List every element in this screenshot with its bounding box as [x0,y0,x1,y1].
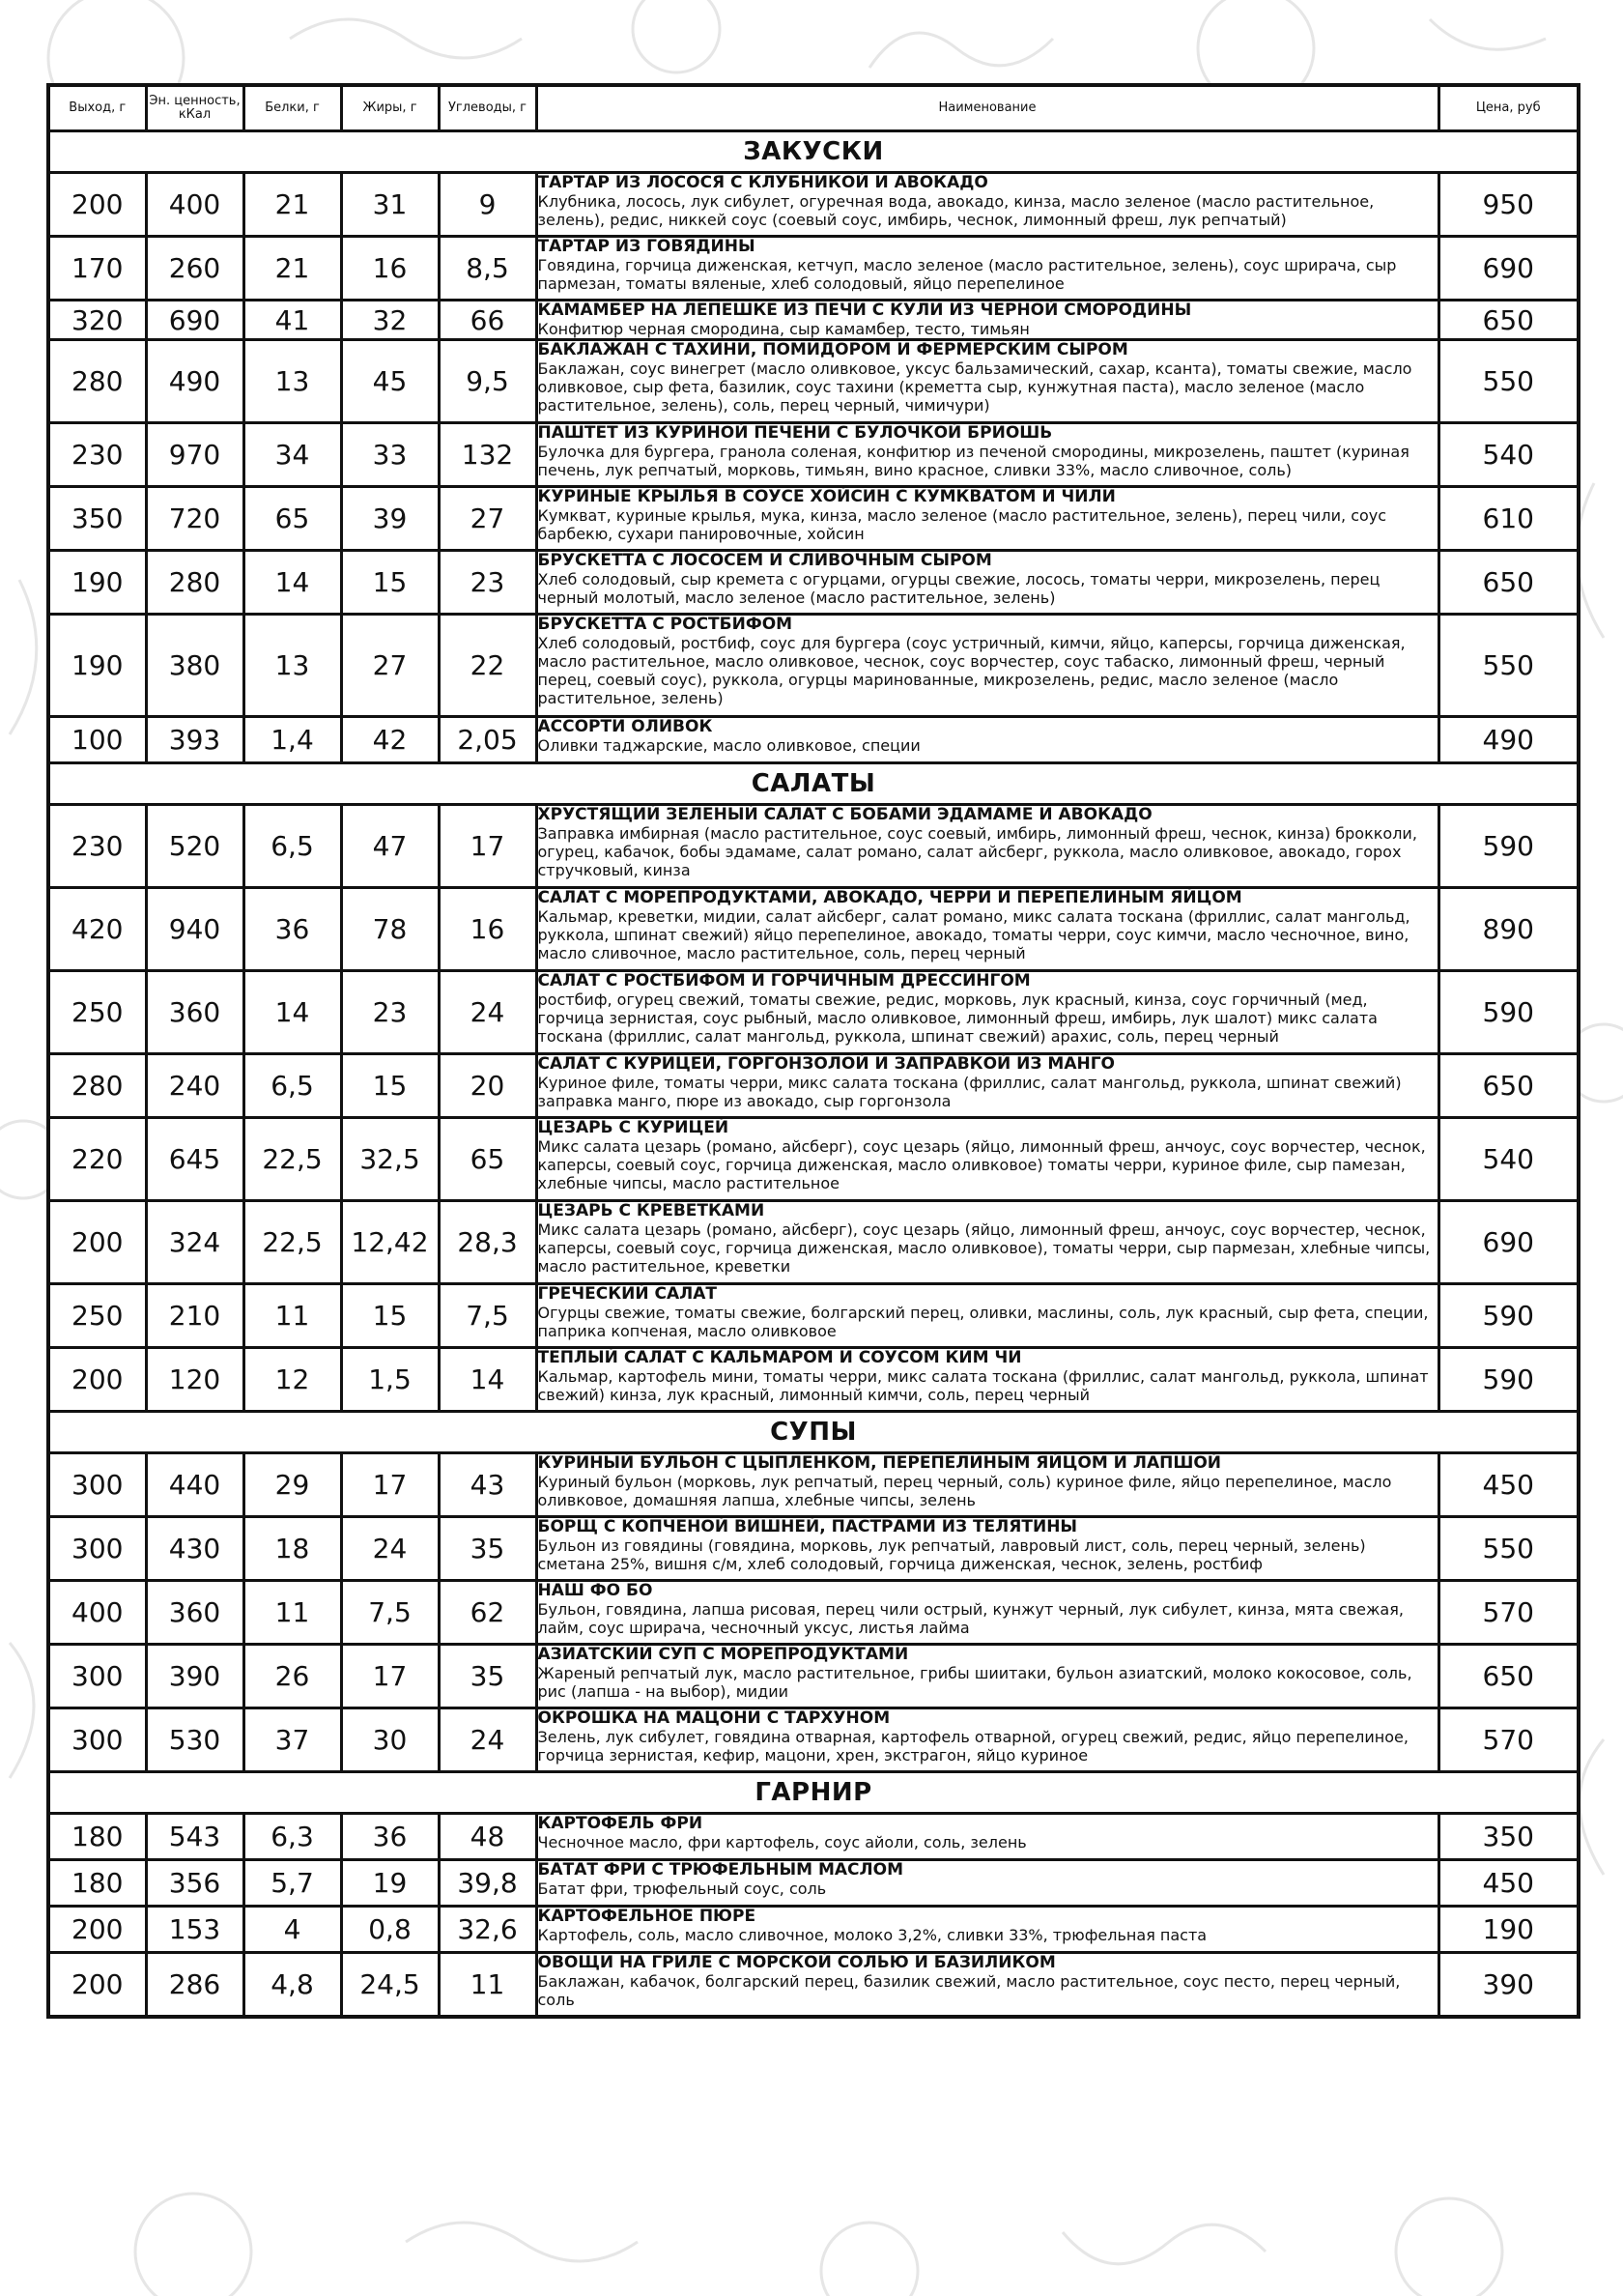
cell-fat: 12,42 [341,1201,439,1284]
cell-protein: 5,7 [243,1860,341,1907]
dish-name: АССОРТИ ОЛИВОК [537,717,713,736]
cell-weight: 230 [48,423,146,487]
table-row [48,1581,1579,1645]
cell-description [536,1581,1438,1645]
cell-carbs: 48 [439,1814,536,1860]
cell-description [536,717,1438,763]
cell-price: 590 [1438,1348,1579,1412]
cell-weight: 280 [48,1054,146,1118]
dish-ingredients: Микс салата цезарь (романо, айсберг), соус цезарь (яйцо, лимонный фреш, анчоус, соус ворчестер, чеснок, каперсы, соевый соус, горчица диженская, масло оливковое), томаты черри, сыр пармезан, хлебные чипсы, масло растительное, креветки [537,1220,1431,1276]
table-row [48,717,1579,763]
cell-protein: 13 [243,340,341,423]
cell-protein: 4 [243,1907,341,1953]
table-row [48,1860,1579,1907]
cell-carbs: 8,5 [439,237,536,301]
cell-protein: 29 [243,1453,341,1517]
cell-weight: 230 [48,805,146,888]
cell-description [536,1054,1438,1118]
cell-weight: 180 [48,1860,146,1907]
cell-protein: 22,5 [243,1118,341,1201]
cell-fat: 32,5 [341,1118,439,1201]
cell-fat: 15 [341,1054,439,1118]
cell-energy: 324 [146,1201,243,1284]
table-row [48,971,1579,1054]
cell-protein: 34 [243,423,341,487]
dish-ingredients: Баклажан, соус винегрет (масло оливковое, уксус бальзамический, сахар, ксанта), томаты свежие, масло оливковое, сыр фета, базилик, соус тахини (креметта сыр, кунжутная паста), масло зеленое (масло растительное, зелень), соль, перец черный, чимичури) [537,359,1412,415]
cell-energy: 520 [146,805,243,888]
dish-ingredients: Хлеб солодовый, ростбиф, соус для бургера (соус устричный, кимчи, яйцо, каперсы, горчица диженская, масло растительное, масло оливковое, чеснок, соус ворчестер, соус табаско, лимонный фреш, черный перец, соевый соус), руккола, огурцы маринованные, микрозелень, редис, масло зеленое (масло растительное, зелень) [537,634,1406,707]
cell-carbs: 32,6 [439,1907,536,1953]
cell-description [536,301,1438,340]
section-header-row [48,1412,1579,1453]
cell-weight: 250 [48,1284,146,1348]
dish-ingredients: Картофель, соль, масло сливочное, молоко 3,2%, сливки 33%, трюфельная паста [537,1926,1208,1944]
cell-energy: 400 [146,173,243,237]
cell-description [536,423,1438,487]
cell-protein: 21 [243,173,341,237]
cell-weight: 300 [48,1453,146,1517]
cell-price: 650 [1438,1054,1579,1118]
cell-fat: 23 [341,971,439,1054]
header-carbs: Углеводы, г [439,85,536,131]
dish-name: КАРТОФЕЛЬ ФРИ [537,1814,703,1833]
cell-price: 550 [1438,1517,1579,1581]
header-name: Наименование [536,85,1438,131]
cell-price: 390 [1438,1953,1579,2017]
cell-price: 570 [1438,1581,1579,1645]
dish-ingredients: Хлеб солодовый, сыр кремета с огурцами, огурцы свежие, лосось, томаты черри, микрозелень, перец черный молотый, масло зеленое (масло растительное, зелень) [537,570,1381,607]
table-row [48,1453,1579,1517]
cell-fat: 42 [341,717,439,763]
header-row [48,85,1579,131]
cell-fat: 47 [341,805,439,888]
cell-carbs: 9,5 [439,340,536,423]
dish-name: САЛАТ С КУРИЦЕЙ, ГОРГОНЗОЛОЙ И ЗАПРАВКОЙ ИЗ МАНГО [537,1054,1115,1074]
cell-price: 690 [1438,237,1579,301]
cell-price: 350 [1438,1814,1579,1860]
cell-description [536,487,1438,551]
cell-price: 570 [1438,1708,1579,1772]
cell-energy: 153 [146,1907,243,1953]
cell-description [536,1708,1438,1772]
dish-ingredients: Зелень, лук сибулет, говядина отварная, картофель отварной, огурец свежий, редис, яйцо перепелиное, горчица зернистая, кефир, мацони, хрен, экстрагон, яйцо куриное [537,1728,1409,1765]
cell-energy: 430 [146,1517,243,1581]
cell-carbs: 39,8 [439,1860,536,1907]
cell-description [536,1814,1438,1860]
dish-name: БОРЩ С КОПЧЕНОЙ ВИШНЕЙ, ПАСТРАМИ ИЗ ТЕЛЯТИНЫ [537,1517,1078,1536]
table-row [48,1953,1579,2017]
table-row [48,1284,1579,1348]
table-row [48,615,1579,717]
cell-weight: 200 [48,173,146,237]
cell-fat: 45 [341,340,439,423]
cell-description [536,971,1438,1054]
cell-description [536,1453,1438,1517]
cell-protein: 11 [243,1581,341,1645]
cell-energy: 440 [146,1453,243,1517]
cell-carbs: 35 [439,1517,536,1581]
table-row [48,173,1579,237]
cell-price: 650 [1438,551,1579,615]
dish-name: ЦЕЗАРЬ С КРЕВЕТКАМИ [537,1201,765,1220]
cell-description [536,340,1438,423]
cell-description [536,1118,1438,1201]
cell-protein: 18 [243,1517,341,1581]
table-row [48,340,1579,423]
cell-carbs: 65 [439,1118,536,1201]
cell-price: 550 [1438,615,1579,717]
cell-protein: 1,4 [243,717,341,763]
cell-protein: 6,5 [243,1054,341,1118]
cell-price: 690 [1438,1201,1579,1284]
cell-carbs: 35 [439,1645,536,1708]
dish-ingredients: Бульон из говядины (говядина, морковь, лук репчатый, лавровый лист, соль, перец черный, зелень) сметана 25%, вишня с/м, хлеб солодовый, горчица диженская, чеснок, зелень, ростбиф [537,1536,1366,1573]
cell-description [536,1645,1438,1708]
cell-protein: 22,5 [243,1201,341,1284]
cell-description [536,1517,1438,1581]
menu-table [46,83,1580,2019]
cell-protein: 12 [243,1348,341,1412]
cell-carbs: 24 [439,971,536,1054]
cell-fat: 24,5 [341,1953,439,2017]
cell-description [536,1201,1438,1284]
cell-carbs: 132 [439,423,536,487]
dish-ingredients: Микс салата цезарь (романо, айсберг), соус цезарь (яйцо, лимонный фреш, анчоус, соус ворчестер, чеснок, каперсы, соевый соус, горчица диженская, масло оливковое) томаты черри, куриное филе, сыр памезан, хлебные чипсы, масло растительное [537,1137,1426,1192]
dish-ingredients: Куриное филе, томаты черри, микс салата тоскана (фриллис, салат мангольд, руккола, шпинат свежий) заправка манго, пюре из авокадо, сыр горгонзола [537,1074,1402,1110]
cell-carbs: 23 [439,551,536,615]
cell-protein: 6,5 [243,805,341,888]
cell-price: 450 [1438,1453,1579,1517]
cell-price: 490 [1438,717,1579,763]
header-weight: Выход, г [48,85,146,131]
cell-fat: 36 [341,1814,439,1860]
dish-name: ЦЕЗАРЬ С КУРИЦЕЙ [537,1118,729,1137]
cell-description [536,1284,1438,1348]
cell-protein: 13 [243,615,341,717]
dish-name: БРУСКЕТТА С ЛОСОСЕМ И СЛИВОЧНЫМ СЫРОМ [537,551,992,570]
table-row [48,1907,1579,1953]
dish-name: ПАШТЕТ ИЗ КУРИНОЙ ПЕЧЕНИ С БУЛОЧКОЙ БРИОШЬ [537,423,1053,443]
cell-weight: 180 [48,1814,146,1860]
cell-carbs: 22 [439,615,536,717]
cell-weight: 170 [48,237,146,301]
cell-carbs: 24 [439,1708,536,1772]
cell-carbs: 66 [439,301,536,340]
dish-ingredients: Бульон, говядина, лапша рисовая, перец чили острый, кунжут черный, лук сибулет, кинза, мята свежая, лайм, соус шрирача, чесночный уксус, листья лайма [537,1600,1404,1637]
cell-protein: 41 [243,301,341,340]
cell-fat: 7,5 [341,1581,439,1645]
cell-weight: 100 [48,717,146,763]
cell-weight: 190 [48,615,146,717]
table-row [48,423,1579,487]
section-title: ЗАКУСКИ [48,131,1579,173]
dish-name: ОКРОШКА НА МАЦОНИ С ТАРХУНОМ [537,1708,891,1728]
header-energy: Эн. ценность, кКал [146,85,243,131]
dish-name: ТЕПЛЫЙ САЛАТ С КАЛЬМАРОМ И СОУСОМ КИМ ЧИ [537,1348,1022,1367]
cell-weight: 400 [48,1581,146,1645]
section-header-row [48,1772,1579,1814]
dish-name: КАРТОФЕЛЬНОЕ ПЮРЕ [537,1907,756,1926]
table-row [48,487,1579,551]
cell-protein: 4,8 [243,1953,341,2017]
dish-name: САЛАТ С МОРЕПРОДУКТАМИ, АВОКАДО, ЧЕРРИ И ПЕРЕПЕЛИНЫМ ЯЙЦОМ [537,888,1242,907]
cell-description [536,1860,1438,1907]
cell-price: 550 [1438,340,1579,423]
cell-weight: 300 [48,1645,146,1708]
table-row [48,888,1579,971]
dish-ingredients: Жареный репчатый лук, масло растительное, грибы шиитаки, бульон азиатский, молоко кокосовое, соль, рис (лапша - на выбор), мидии [537,1664,1412,1701]
dish-name: АЗИАТСКИЙ СУП С МОРЕПРОДУКТАМИ [537,1645,909,1664]
table-row [48,1708,1579,1772]
cell-energy: 390 [146,1645,243,1708]
dish-ingredients: Кальмар, креветки, мидии, салат айсберг, салат романо, микс салата тоскана (фриллис, салат мангольд, руккола, шпинат свежий) яйцо перепелиное, авокадо, томаты черри, соус кимчи, масло чесночное, вино, масло сливочное, масло растительное, соль, перец черный [537,907,1410,962]
cell-fat: 15 [341,1284,439,1348]
cell-weight: 200 [48,1201,146,1284]
cell-protein: 37 [243,1708,341,1772]
table-row [48,1645,1579,1708]
cell-energy: 260 [146,237,243,301]
cell-price: 540 [1438,423,1579,487]
cell-energy: 356 [146,1860,243,1907]
cell-price: 610 [1438,487,1579,551]
cell-description [536,888,1438,971]
cell-fat: 24 [341,1517,439,1581]
dish-ingredients: Чесночное масло, фри картофель, соус айоли, соль, зелень [537,1833,1027,1851]
section-title: СУПЫ [48,1412,1579,1453]
dish-ingredients: Кумкват, куриные крылья, мука, кинза, масло зеленое (масло растительное, зелень), перец чили, соус барбекю, сухари панировочные, хойсин [537,506,1387,543]
cell-carbs: 7,5 [439,1284,536,1348]
dish-ingredients: Говядина, горчица диженская, кетчуп, масло зеленое (масло растительное, зелень), соус шрирача, сыр пармезан, томаты вяленые, хлеб солодовый, яйцо перепелиное [537,256,1397,293]
cell-weight: 300 [48,1517,146,1581]
cell-energy: 240 [146,1054,243,1118]
cell-fat: 0,8 [341,1907,439,1953]
dish-name: БАКЛАЖАН С ТАХИНИ, ПОМИДОРОМ И ФЕРМЕРСКИМ СЫРОМ [537,340,1128,359]
cell-fat: 30 [341,1708,439,1772]
dish-name: ГРЕЧЕСКИЙ САЛАТ [537,1284,718,1304]
cell-protein: 11 [243,1284,341,1348]
cell-protein: 14 [243,551,341,615]
dish-ingredients: Булочка для бургера, гранола соленая, конфитюр из печеной смородины, микрозелень, паштет (куриная печень, лук репчатый, морковь, тимьян, вино красное, сливки 33%, масло сливочное, соль) [537,443,1409,479]
table-row [48,805,1579,888]
cell-energy: 543 [146,1814,243,1860]
cell-energy: 690 [146,301,243,340]
cell-fat: 16 [341,237,439,301]
cell-weight: 220 [48,1118,146,1201]
dish-ingredients: Баклажан, кабачок, болгарский перец, базилик свежий, масло растительное, соус песто, перец черный, соль [537,1972,1401,2009]
dish-ingredients: Огурцы свежие, томаты свежие, болгарский перец, оливки, маслины, соль, лук красный, сыр фета, специи, паприка копченая, масло оливковое [537,1304,1429,1340]
cell-energy: 360 [146,971,243,1054]
cell-price: 450 [1438,1860,1579,1907]
cell-energy: 280 [146,551,243,615]
cell-price: 540 [1438,1118,1579,1201]
cell-description [536,1907,1438,1953]
dish-ingredients: Батат фри, трюфельный соус, соль [537,1880,827,1898]
dish-name: ХРУСТЯЩИЙ ЗЕЛЕНЫЙ САЛАТ С БОБАМИ ЭДАМАМЕ И АВОКАДО [537,805,1153,824]
cell-weight: 350 [48,487,146,551]
cell-weight: 420 [48,888,146,971]
cell-carbs: 16 [439,888,536,971]
dish-name: ТАРТАР ИЗ ЛОСОСЯ С КЛУБНИКОЙ И АВОКАДО [537,173,988,192]
cell-energy: 645 [146,1118,243,1201]
cell-energy: 210 [146,1284,243,1348]
cell-carbs: 28,3 [439,1201,536,1284]
cell-description [536,1953,1438,2017]
cell-price: 590 [1438,1284,1579,1348]
cell-price: 650 [1438,301,1579,340]
cell-fat: 17 [341,1453,439,1517]
cell-energy: 393 [146,717,243,763]
header-fat: Жиры, г [341,85,439,131]
dish-name: КУРИНЫЙ БУЛЬОН С ЦЫПЛЕНКОМ, ПЕРЕПЕЛИНЫМ ЯЙЦОМ И ЛАПШОЙ [537,1453,1222,1473]
cell-protein: 21 [243,237,341,301]
dish-ingredients: Кальмар, картофель мини, томаты черри, микс салата тоскана (фриллис, салат мангольд, руккола, шпинат свежий) кинза, лук красный, лимонный кимчи, соль, перец черный [537,1367,1429,1404]
cell-fat: 31 [341,173,439,237]
cell-fat: 39 [341,487,439,551]
cell-energy: 530 [146,1708,243,1772]
cell-energy: 286 [146,1953,243,2017]
dish-name: ОВОЩИ НА ГРИЛЕ С МОРСКОЙ СОЛЬЮ И БАЗИЛИКОМ [537,1953,1056,1972]
cell-description [536,805,1438,888]
cell-energy: 720 [146,487,243,551]
cell-carbs: 2,05 [439,717,536,763]
cell-carbs: 62 [439,1581,536,1645]
cell-energy: 970 [146,423,243,487]
dish-ingredients: Клубника, лосось, лук сибулет, огуречная вода, авокадо, кинза, масло зеленое (масло растительное, зелень), редис, никкей соус (соевый соус, имбирь, чеснок, лимонный фреш, лук репчатый) [537,192,1375,229]
cell-carbs: 27 [439,487,536,551]
cell-energy: 360 [146,1581,243,1645]
header-protein: Белки, г [243,85,341,131]
table-row [48,237,1579,301]
cell-protein: 36 [243,888,341,971]
cell-fat: 17 [341,1645,439,1708]
table-row [48,1348,1579,1412]
table-row [48,1118,1579,1201]
cell-carbs: 20 [439,1054,536,1118]
cell-price: 950 [1438,173,1579,237]
cell-protein: 6,3 [243,1814,341,1860]
cell-weight: 320 [48,301,146,340]
table-row [48,1517,1579,1581]
cell-description [536,237,1438,301]
cell-fat: 33 [341,423,439,487]
cell-weight: 300 [48,1708,146,1772]
dish-name: КАМАМБЕР НА ЛЕПЕШКЕ ИЗ ПЕЧИ С КУЛИ ИЗ ЧЕРНОЙ СМОРОДИНЫ [537,301,1192,320]
cell-fat: 19 [341,1860,439,1907]
cell-energy: 940 [146,888,243,971]
cell-energy: 490 [146,340,243,423]
cell-fat: 78 [341,888,439,971]
cell-energy: 120 [146,1348,243,1412]
dish-name: САЛАТ С РОСТБИФОМ И ГОРЧИЧНЫМ ДРЕССИНГОМ [537,971,1031,990]
cell-fat: 32 [341,301,439,340]
cell-protein: 26 [243,1645,341,1708]
dish-ingredients: Куриный бульон (морковь, лук репчатый, перец черный, соль) куриное филе, яйцо перепелиное, масло оливковое, домашняя лапша, хлебные чипсы, зелень [537,1473,1392,1509]
dish-ingredients: Заправка имбирная (масло растительное, соус соевый, имбирь, лимонный фреш, чеснок, кинза) брокколи, огурец, кабачок, бобы эдамаме, салат романо, салат айсберг, руккола, масло оливковое, авокадо, горох стручковый, кинза [537,824,1417,879]
dish-name: КУРИНЫЕ КРЫЛЬЯ В СОУСЕ ХОЙСИН С КУМКВАТОМ И ЧИЛИ [537,487,1116,506]
dish-name: БАТАТ ФРИ С ТРЮФЕЛЬНЫМ МАСЛОМ [537,1860,904,1880]
cell-carbs: 9 [439,173,536,237]
dish-name: НАШ ФО БО [537,1581,653,1600]
dish-ingredients: ростбиф, огурец свежий, томаты свежие, редис, морковь, лук красный, кинза, соус горчичный (мед, горчица зернистая, соус рыбный, масло оливковое, лимонный фреш, имбирь, лук шалот) микс салата тоскана (фриллис, салат мангольд, руккола, шпинат свежий) арахис, соль, перец черный [537,990,1378,1046]
header-price: Цена, руб [1438,85,1579,131]
cell-weight: 200 [48,1907,146,1953]
table-row [48,301,1579,340]
cell-price: 190 [1438,1907,1579,1953]
dish-ingredients: Конфитюр черная смородина, сыр камамбер, тесто, тимьян [537,320,1030,338]
section-title: ГАРНИР [48,1772,1579,1814]
table-row [48,1201,1579,1284]
cell-fat: 1,5 [341,1348,439,1412]
cell-description [536,615,1438,717]
dish-ingredients: Оливки таджарские, масло оливковое, специи [537,736,921,755]
cell-price: 590 [1438,805,1579,888]
table-row [48,551,1579,615]
cell-description [536,173,1438,237]
cell-weight: 200 [48,1348,146,1412]
cell-carbs: 14 [439,1348,536,1412]
menu-body [48,131,1579,2017]
table-row [48,1814,1579,1860]
cell-fat: 15 [341,551,439,615]
cell-price: 590 [1438,971,1579,1054]
cell-carbs: 11 [439,1953,536,2017]
section-header-row [48,763,1579,805]
cell-price: 890 [1438,888,1579,971]
cell-fat: 27 [341,615,439,717]
menu-container [46,83,1577,2019]
cell-weight: 250 [48,971,146,1054]
section-title: САЛАТЫ [48,763,1579,805]
cell-carbs: 43 [439,1453,536,1517]
cell-carbs: 17 [439,805,536,888]
section-header-row [48,131,1579,173]
cell-weight: 190 [48,551,146,615]
cell-description [536,551,1438,615]
cell-protein: 14 [243,971,341,1054]
cell-energy: 380 [146,615,243,717]
cell-price: 650 [1438,1645,1579,1708]
cell-protein: 65 [243,487,341,551]
cell-weight: 280 [48,340,146,423]
cell-weight: 200 [48,1953,146,2017]
dish-name: БРУСКЕТТА С РОСТБИФОМ [537,615,793,634]
dish-name: ТАРТАР ИЗ ГОВЯДИНЫ [537,237,755,256]
table-row [48,1054,1579,1118]
cell-description [536,1348,1438,1412]
